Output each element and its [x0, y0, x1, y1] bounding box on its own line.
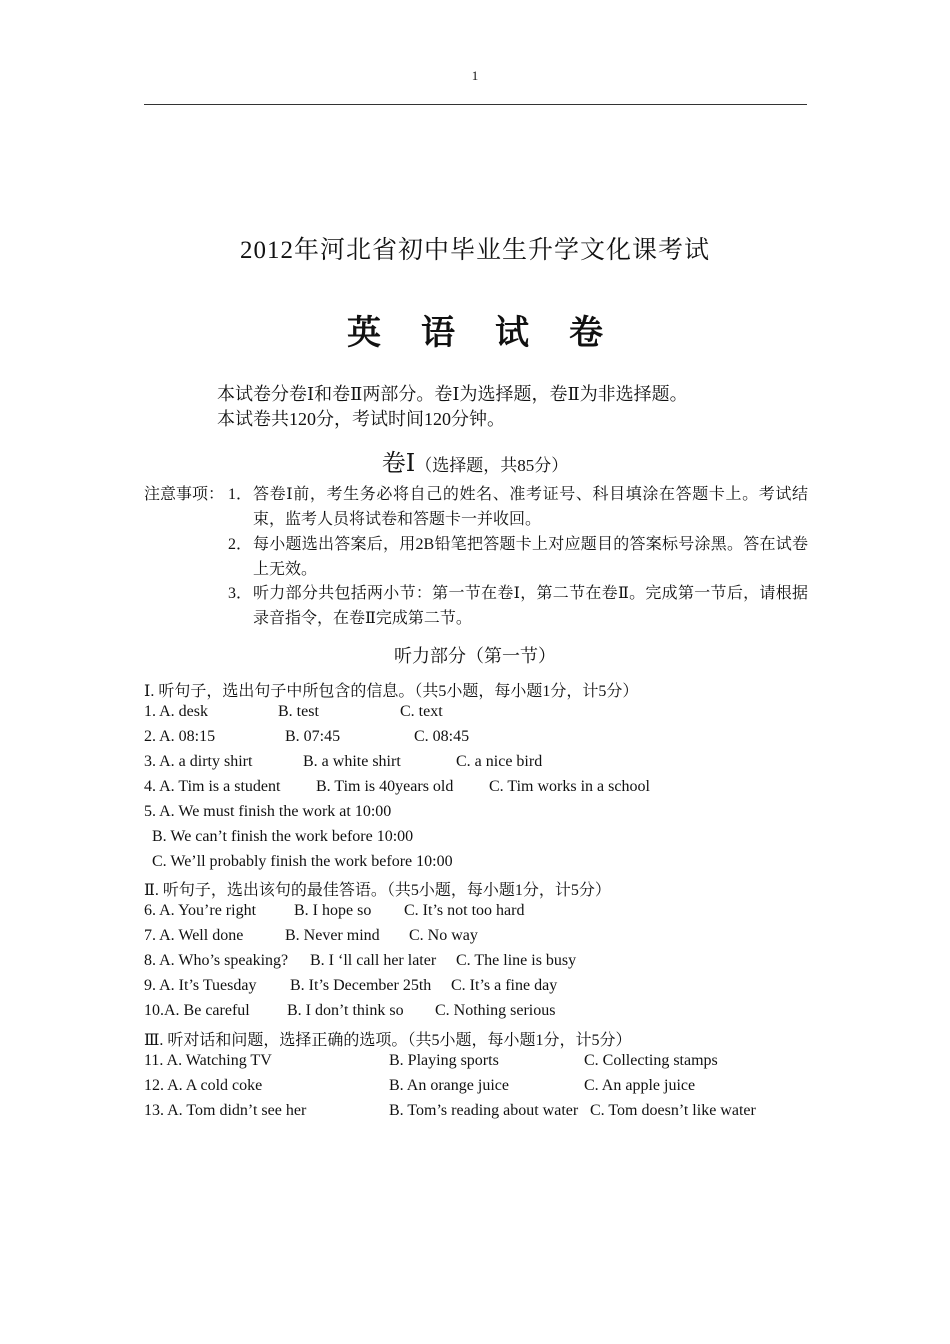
option-a: 9. A. It’s Tuesday	[144, 977, 257, 994]
page-number: 1	[471, 68, 479, 83]
section-heading	[144, 678, 638, 701]
option-a: 10.A. Be careful	[144, 1002, 250, 1019]
option-c: C. An apple juice	[584, 1077, 696, 1094]
option-b: B. test	[278, 703, 319, 720]
option-b: B. I hope so	[294, 902, 372, 919]
question-option-line: C. We’ll probably finish the work before 10:00	[152, 853, 453, 870]
listening-title: 听力部分（第一节）	[394, 646, 556, 666]
option-b: B. I ‘ll call her later	[310, 952, 437, 969]
option-c: C. Tom doesn’t like water	[590, 1102, 756, 1119]
option-c: C. It’s not too hard	[404, 902, 525, 919]
section-heading	[144, 1027, 631, 1050]
volume-heading	[0, 443, 950, 478]
option-c: C. Collecting stamps	[584, 1052, 718, 1069]
note-number: 2．	[228, 536, 253, 553]
option-a: 3. A. a dirty shirt	[144, 753, 253, 770]
option-b: B. Tom’s reading about water	[389, 1102, 579, 1119]
option-c: C. text	[400, 703, 443, 720]
note-text: 每小题选出答案后，用2B铅笔把答题卡上对应题目的答案标号涂黑。答在试卷上无效。	[253, 536, 808, 578]
subject-title: 英语试卷	[347, 315, 643, 352]
note-text: 答卷Ⅰ前，考生务必将自己的姓名、准考证号、科目填涂在答题卡上。考试结束，监考人员将试卷和答题卡一并收回。	[253, 486, 808, 528]
section-score: （共5小题，每小题1分，计5分）	[407, 1032, 632, 1049]
section-title: Ⅲ. 听对话和问题，选择正确的选项。	[144, 1032, 408, 1049]
question-option-line: 5. A. We must finish the work at 10:00	[144, 803, 392, 820]
volume-title: 卷Ⅰ	[381, 451, 416, 477]
option-a: 1. A. desk	[144, 703, 208, 720]
section-heading	[144, 877, 611, 900]
option-a: 4. A. Tim is a student	[144, 778, 281, 795]
option-b: B. It’s December 25th	[290, 977, 432, 994]
option-c: C. a nice bird	[456, 753, 543, 770]
option-c: C. Nothing serious	[435, 1002, 556, 1019]
note-number: 1．	[228, 486, 253, 503]
option-b: B. Tim is 40years old	[316, 778, 454, 795]
option-a: 13. A. Tom didn’t see her	[144, 1102, 307, 1119]
option-c: C. 08:45	[414, 728, 470, 745]
option-b: B. a white shirt	[303, 753, 401, 770]
option-b: B. Playing sports	[389, 1052, 499, 1069]
option-a: 11. A. Watching TV	[144, 1052, 272, 1069]
option-b: B. I don’t think so	[287, 1002, 404, 1019]
option-a: 12. A. A cold coke	[144, 1077, 263, 1094]
option-b: B. Never mind	[285, 927, 380, 944]
option-b: B. An orange juice	[389, 1077, 509, 1094]
section-title: Ⅱ. 听句子，选出该句的最佳答语。	[144, 882, 387, 899]
option-a: 8. A. Who’s speaking?	[144, 952, 289, 969]
option-c: C. The line is busy	[456, 952, 577, 969]
section-score: （共5小题，每小题1分，计5分）	[414, 683, 639, 700]
question-option-line: B. We can’t finish the work before 10:00	[152, 828, 414, 845]
header-divider	[144, 104, 807, 105]
section-score: （共5小题，每小题1分，计5分）	[386, 882, 611, 899]
option-c: C. Tim works in a school	[489, 778, 650, 795]
note-text: 听力部分共包括两小节：第一节在卷Ⅰ，第二节在卷Ⅱ。完成第一节后，请根据录音指令，在卷Ⅱ完成第二节。	[253, 585, 808, 627]
option-a: 7. A. Well done	[144, 927, 244, 944]
exam-title: 2012年河北省初中毕业生升学文化课考试	[239, 237, 710, 264]
option-a: 2. A. 08:15	[144, 728, 216, 745]
section-title: Ⅰ. 听句子，选出句子中所包含的信息。	[144, 683, 415, 700]
volume-subtitle: （选择题，共85分）	[415, 456, 569, 475]
note-number: 3．	[228, 585, 253, 602]
option-b: B. 07:45	[285, 728, 341, 745]
intro-line: 本试卷共120分，考试时间120分钟。	[217, 409, 505, 429]
option-a: 6. A. You’re right	[144, 902, 257, 919]
intro-line: 本试卷分卷Ⅰ和卷Ⅱ两部分。卷Ⅰ为选择题，卷Ⅱ为非选择题。	[217, 384, 688, 404]
option-c: C. It’s a fine day	[451, 977, 558, 994]
notes-label: 注意事项：	[144, 486, 225, 503]
option-c: C. No way	[409, 927, 478, 944]
